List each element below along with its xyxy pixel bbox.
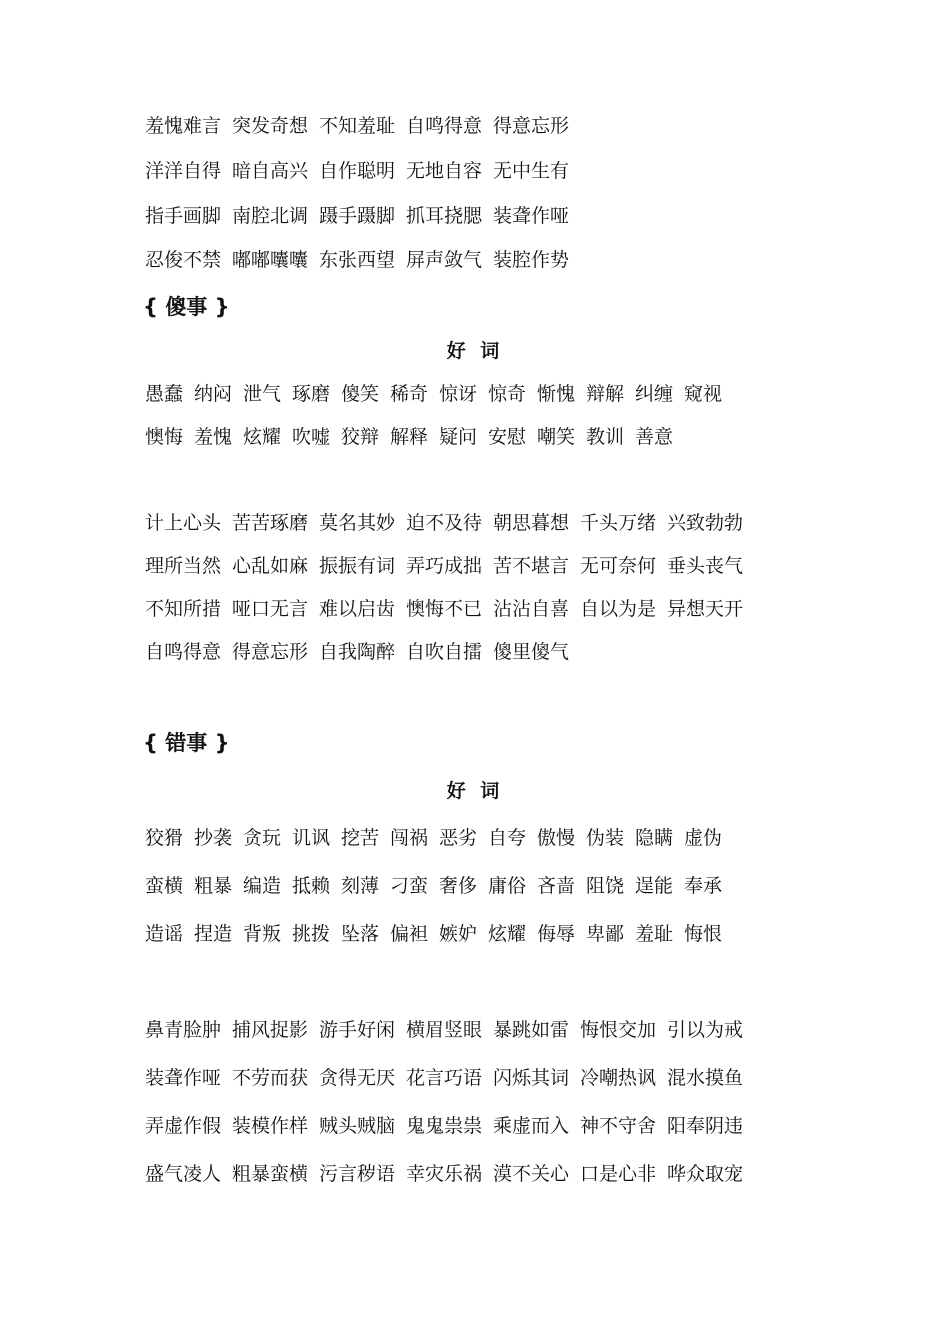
word: 纳闷: [194, 383, 233, 405]
word: 稀奇: [390, 383, 429, 405]
idiom: 装模作样: [232, 1115, 309, 1137]
section-heading-wrong: { 错事 }: [143, 731, 230, 755]
idiom: 冷嘲热讽: [580, 1067, 657, 1089]
idiom: 心乱如麻: [232, 555, 309, 577]
word: 坠落: [341, 923, 380, 945]
idiom: 装腔作势: [493, 249, 570, 271]
idiom: 弄巧成拙: [406, 555, 483, 577]
word: 讥讽: [292, 827, 331, 849]
idiom: 横眉竖眼: [406, 1019, 483, 1041]
idiom: 洋洋自得: [145, 160, 222, 182]
idiom: 混水摸鱼: [667, 1067, 744, 1089]
word: 悔恨: [684, 923, 723, 945]
word: 安慰: [488, 426, 527, 448]
idiom: 自作聪明: [319, 160, 396, 182]
idiom: 异想天开: [667, 598, 744, 620]
idiom: 阳奉阴违: [667, 1115, 744, 1137]
idiom: 花言巧语: [406, 1067, 483, 1089]
idiom: 粗暴蛮横: [232, 1163, 309, 1185]
idiom: 口是心非: [580, 1163, 657, 1185]
idiom: 哑口无言: [232, 598, 309, 620]
idiom: 忍俊不禁: [145, 249, 222, 271]
word: 抵赖: [292, 875, 331, 897]
word: 刻薄: [341, 875, 380, 897]
idiom: 突发奇想: [232, 115, 309, 137]
word: 窥视: [684, 383, 723, 405]
word: 挑拨: [292, 923, 331, 945]
word: 嫉妒: [439, 923, 478, 945]
word: 炫耀: [488, 923, 527, 945]
word: 疑问: [439, 426, 478, 448]
word: 背叛: [243, 923, 282, 945]
idiom: 盛气凌人: [145, 1163, 222, 1185]
word: 辩解: [586, 383, 625, 405]
idiom: 乘虚而入: [493, 1115, 570, 1137]
idiom-row: [145, 1015, 754, 1045]
idiom: 理所当然: [145, 555, 222, 577]
word: 嘲笑: [537, 426, 576, 448]
idiom: 不劳而获: [232, 1067, 309, 1089]
idiom: 自鸣得意: [145, 641, 222, 663]
word: 吝啬: [537, 875, 576, 897]
word: 虚伪: [684, 827, 723, 849]
word: 奉承: [684, 875, 723, 897]
idiom: 装聋作哑: [145, 1067, 222, 1089]
idiom: 兴致勃勃: [667, 512, 744, 534]
idiom: 嘟嘟囔囔: [232, 249, 309, 271]
word: 惊奇: [488, 383, 527, 405]
word: 挖苦: [341, 827, 380, 849]
word: 伪装: [586, 827, 625, 849]
word: 傻笑: [341, 383, 380, 405]
word: 纠缠: [635, 383, 674, 405]
word-row: [145, 823, 733, 853]
idiom: 暴跳如雷: [493, 1019, 570, 1041]
idiom-row: [145, 594, 754, 624]
word: 狡猾: [145, 827, 184, 849]
idiom: 不知羞耻: [319, 115, 396, 137]
idiom: 懊悔不已: [406, 598, 483, 620]
idiom: 漠不关心: [493, 1163, 570, 1185]
word: 泄气: [243, 383, 282, 405]
idiom: 指手画脚: [145, 205, 222, 227]
word: 捏造: [194, 923, 233, 945]
word: 羞耻: [635, 923, 674, 945]
idiom: 鼻青脸肿: [145, 1019, 222, 1041]
idiom: 沾沾自喜: [493, 598, 570, 620]
word: 粗暴: [194, 875, 233, 897]
word: 愚蠢: [145, 383, 184, 405]
word: 卑鄙: [586, 923, 625, 945]
idiom: 计上心头: [145, 512, 222, 534]
word: 炫耀: [243, 426, 282, 448]
word: 蛮横: [145, 875, 184, 897]
word: 造谣: [145, 923, 184, 945]
idiom: 东张西望: [319, 249, 396, 271]
idiom: 难以启齿: [319, 598, 396, 620]
idiom: 污言秽语: [319, 1163, 396, 1185]
idiom: 羞愧难言: [145, 115, 222, 137]
word-row: [145, 871, 733, 901]
idiom: 振振有词: [319, 555, 396, 577]
idiom: 垂头丧气: [667, 555, 744, 577]
idiom: 无可奈何: [580, 555, 657, 577]
idiom: 无地自容: [406, 160, 483, 182]
word: 逞能: [635, 875, 674, 897]
idiom: 自我陶醉: [319, 641, 396, 663]
idiom: 自吹自擂: [406, 641, 483, 663]
idiom: 捕风捉影: [232, 1019, 309, 1041]
idiom: 朝思暮想: [493, 512, 570, 534]
idiom-row: [145, 1111, 754, 1141]
word: 抄袭: [194, 827, 233, 849]
word: 侮辱: [537, 923, 576, 945]
idiom: 苦苦琢磨: [232, 512, 309, 534]
word: 解释: [390, 426, 429, 448]
idiom: 得意忘形: [232, 641, 309, 663]
word: 狡辩: [341, 426, 380, 448]
idiom: 莫名其妙: [319, 512, 396, 534]
idiom: 闪烁其词: [493, 1067, 570, 1089]
idiom: 不知所措: [145, 598, 222, 620]
word: 隐瞒: [635, 827, 674, 849]
idiom: 装聋作哑: [493, 205, 570, 227]
idiom: 傻里傻气: [493, 641, 570, 663]
word: 善意: [635, 426, 674, 448]
idiom: 悔恨交加: [580, 1019, 657, 1041]
idiom-row: [145, 111, 580, 141]
idiom-row: [145, 245, 580, 275]
word: 惭愧: [537, 383, 576, 405]
idiom: 迫不及待: [406, 512, 483, 534]
word: 教训: [586, 426, 625, 448]
idiom-row: [145, 1063, 754, 1093]
word: 刁蛮: [390, 875, 429, 897]
idiom: 弄虚作假: [145, 1115, 222, 1137]
idiom: 引以为戒: [667, 1019, 744, 1041]
word: 贪玩: [243, 827, 282, 849]
idiom: 抓耳挠腮: [406, 205, 483, 227]
idiom: 千头万绪: [580, 512, 657, 534]
word: 自夸: [488, 827, 527, 849]
idiom: 神不守舍: [580, 1115, 657, 1137]
idiom: 南腔北调: [232, 205, 309, 227]
word: 琢磨: [292, 383, 331, 405]
word: 庸俗: [488, 875, 527, 897]
word: 惊讶: [439, 383, 478, 405]
word: 懊悔: [145, 426, 184, 448]
idiom: 暗自高兴: [232, 160, 309, 182]
word-row: [145, 422, 684, 452]
word: 吹嘘: [292, 426, 331, 448]
idiom-row: [145, 156, 580, 186]
word: 傲慢: [537, 827, 576, 849]
idiom: 苦不堪言: [493, 555, 570, 577]
idiom: 贼头贼脑: [319, 1115, 396, 1137]
word: 阻饶: [586, 875, 625, 897]
idiom-row: [145, 508, 754, 538]
word-row: [145, 379, 733, 409]
word: 恶劣: [439, 827, 478, 849]
idiom: 无中生有: [493, 160, 570, 182]
idiom: 鬼鬼祟祟: [406, 1115, 483, 1137]
idiom: 游手好闲: [319, 1019, 396, 1041]
word-row: [145, 919, 733, 949]
idiom-row: [145, 551, 754, 581]
idiom: 自鸣得意: [406, 115, 483, 137]
idiom: 哗众取宠: [667, 1163, 744, 1185]
word: 闯祸: [390, 827, 429, 849]
subheading-good-words: 好 词: [446, 340, 504, 362]
idiom: 贪得无厌: [319, 1067, 396, 1089]
word: 偏袒: [390, 923, 429, 945]
idiom: 自以为是: [580, 598, 657, 620]
idiom: 幸灾乐祸: [406, 1163, 483, 1185]
idiom: 得意忘形: [493, 115, 570, 137]
idiom-row: [145, 201, 580, 231]
section-heading-silly: { 傻事 }: [143, 295, 230, 319]
idiom: 屏声敛气: [406, 249, 483, 271]
word: 奢侈: [439, 875, 478, 897]
word: 羞愧: [194, 426, 233, 448]
idiom: 蹑手蹑脚: [319, 205, 396, 227]
idiom-row: [145, 637, 580, 667]
idiom-row: [145, 1159, 754, 1189]
word: 编造: [243, 875, 282, 897]
subheading-good-words: 好 词: [446, 780, 504, 802]
